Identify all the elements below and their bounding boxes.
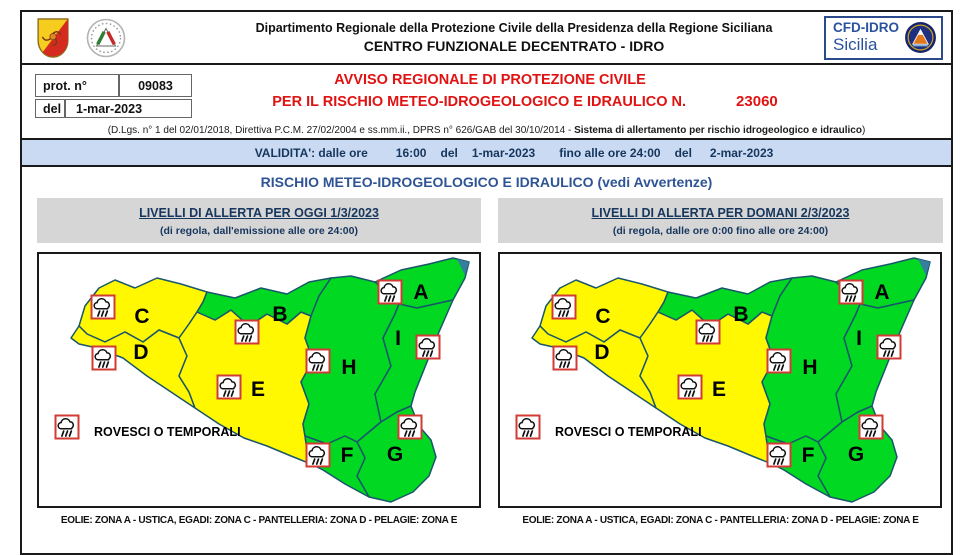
alert-panels (22, 198, 951, 526)
panel-subtitle-tomorrow: (di regola, dalle ore 0:00 fino alle ore 24:00) (612, 225, 829, 237)
validity-bar (22, 138, 951, 167)
storm-cloud-rain-icon (307, 350, 330, 373)
notice-number: 23060 (736, 93, 778, 110)
law-note-bold: Sistema di allertamento per rischio idrogeologico e idraulico (574, 125, 862, 136)
panel-header-today (37, 198, 481, 243)
header-titles (204, 21, 824, 54)
zone-label-F: F (801, 444, 815, 467)
zone-label-D: D (594, 341, 610, 364)
protocol-date-label: del (35, 99, 65, 118)
law-note-normal: (D.Lgs. n° 1 del 02/01/2018, Direttiva P.C.M. 27/02/2004 e ss.mm.ii., DPRS n° 626/GAB del 30/10/2014 - (107, 125, 575, 136)
map-zone-D (71, 326, 195, 408)
panel-title-today: LIVELLI DI ALLERTA PER OGGI 1/3/2023 (139, 206, 379, 220)
storm-cloud-rain-icon (218, 376, 241, 399)
validity-label: VALIDITA': dalle ore (254, 145, 368, 160)
validity-time-from: 16:00 (395, 145, 427, 160)
storm-cloud-rain-icon (417, 336, 440, 359)
law-reference-note (22, 125, 951, 136)
panel-title-tomorrow: LIVELLI DI ALLERTA PER DOMANI 2/3/2023 (591, 206, 850, 220)
storm-cloud-rain-icon (878, 336, 901, 359)
islands-zone-note-tomorrow: EOLIE: ZONA A - USTICA, EGADI: ZONA C - PANTELLERIA: ZONA D - PELAGIE: ZONA E (522, 515, 919, 526)
zone-label-A: A (874, 281, 890, 304)
validity-date-from: 1-mar-2023 (471, 145, 536, 160)
document-header (22, 12, 951, 65)
storm-cloud-rain-icon (93, 347, 116, 370)
zone-label-G: G (386, 443, 404, 466)
protocol-grid (35, 74, 192, 118)
notice-title (200, 72, 780, 110)
cfd-idro-line1: CFD-IDRO (833, 20, 899, 36)
panel-header-tomorrow (498, 198, 943, 243)
notice-title-line1: AVVISO REGIONALE DI PROTEZIONE CIVILE (334, 72, 646, 88)
zone-label-C: C (595, 305, 611, 328)
alert-panel-tomorrow (498, 198, 943, 526)
sicily-map-today (39, 254, 479, 506)
storm-cloud-rain-icon (697, 321, 720, 344)
zone-label-G: G (847, 443, 865, 466)
zone-label-H: H (341, 356, 357, 379)
storm-cloud-rain-icon (768, 444, 791, 467)
zone-label-E: E (711, 378, 727, 401)
storm-cloud-rain-icon (92, 296, 115, 319)
department-title: Dipartimento Regionale della Protezione Civile della Presidenza della Regione Siciliana (255, 21, 773, 35)
validity-date-to: 2-mar-2023 (709, 145, 774, 160)
protocol-section (22, 65, 951, 138)
zone-label-I: I (856, 327, 862, 350)
notice-title-line2-text: PER IL RISCHIO METEO-IDROGEOLOGICO E IDRAULICO N. (272, 94, 687, 110)
law-note-close: ) (861, 125, 866, 136)
storm-cloud-rain-icon (379, 281, 402, 304)
zone-label-D: D (133, 341, 149, 364)
notice-title-line2 (200, 93, 780, 110)
zone-label-B: B (272, 303, 288, 326)
avviso-document (20, 10, 953, 555)
zone-label-H: H (802, 356, 818, 379)
protezione-civile-nazionale-icon (86, 18, 126, 58)
zone-label-E: E (250, 378, 266, 401)
storm-cloud-rain-icon (56, 416, 79, 439)
storm-cloud-rain-icon (553, 296, 576, 319)
panel-subtitle-today: (di regola, dall'emissione alle ore 24:00) (160, 225, 358, 237)
storm-cloud-rain-icon (399, 416, 422, 439)
validity-del2: del (674, 145, 692, 160)
storm-cloud-rain-icon (236, 321, 259, 344)
sicily-map-tomorrow (500, 254, 940, 506)
risk-section-title: RISCHIO METEO-IDROGEOLOGICO E IDRAULICO (vedi Avvertenze) (260, 174, 713, 190)
storm-cloud-rain-icon (860, 416, 883, 439)
zone-label-C: C (134, 305, 150, 328)
header-logos (22, 18, 204, 58)
storm-cloud-rain-icon (517, 416, 540, 439)
zone-label-F: F (340, 444, 354, 467)
zone-label-I: I (395, 327, 401, 350)
storm-cloud-rain-icon (768, 350, 791, 373)
cfd-idro-label (833, 21, 899, 53)
validity-del1: del (440, 145, 458, 160)
alert-panel-today (37, 198, 481, 526)
storm-cloud-rain-icon (307, 444, 330, 467)
center-title: CENTRO FUNZIONALE DECENTRATO - IDRO (363, 38, 665, 54)
map-zone-D (532, 326, 656, 408)
sicily-coat-of-arms-icon (36, 18, 70, 58)
protocol-number-label: prot. n° (35, 74, 119, 97)
sicily-map-svg (39, 254, 479, 506)
sicily-map-svg (500, 254, 940, 506)
cfd-idro-badge (824, 16, 943, 60)
islands-zone-note-today: EOLIE: ZONA A - USTICA, EGADI: ZONA C - PANTELLERIA: ZONA D - PELAGIE: ZONA E (60, 515, 458, 526)
zone-label-A: A (413, 281, 429, 304)
storm-cloud-rain-icon (679, 376, 702, 399)
cfd-idro-line2: Sicilia (833, 34, 878, 54)
sicily-alert-map-tomorrow (498, 252, 942, 508)
legend-label: ROVESCI O TEMPORALI (94, 425, 241, 439)
zone-label-B: B (733, 303, 749, 326)
legend-label: ROVESCI O TEMPORALI (555, 425, 702, 439)
protocol-number-value: 09083 (119, 74, 192, 97)
validity-until-label: fino alle ore 24:00 (559, 145, 661, 160)
storm-cloud-rain-icon (554, 347, 577, 370)
storm-cloud-rain-icon (840, 281, 863, 304)
cfd-idro-logo-icon (904, 21, 937, 54)
sicily-alert-map-today (37, 252, 481, 508)
protocol-date-value: 1-mar-2023 (65, 99, 192, 118)
